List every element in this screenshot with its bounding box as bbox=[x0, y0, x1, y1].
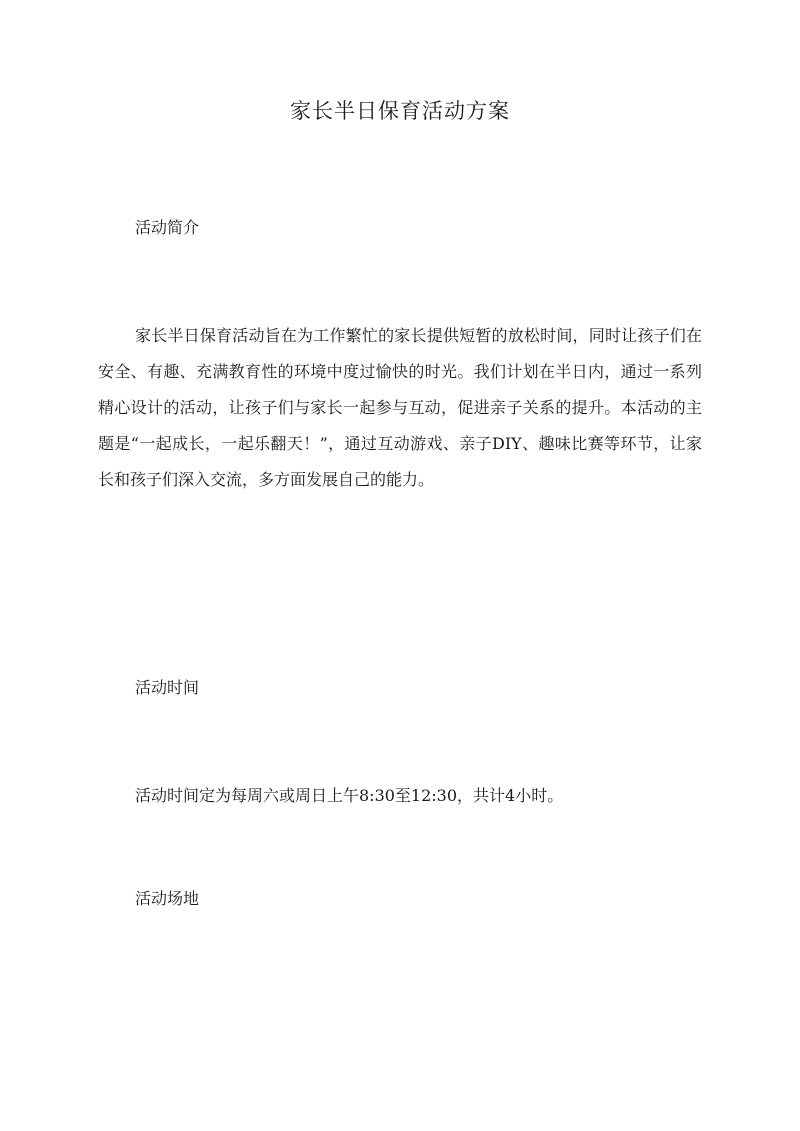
section-heading-intro: 活动简介 bbox=[135, 218, 200, 237]
section-body-intro: 家长半日保育活动旨在为工作繁忙的家长提供短暂的放松时间，同时让孩子们在安全、有趣、充满教育性的环境中度过愉快的时光。我们计划在半日内，通过一系列精心设计的活动，让孩子们与家长一起参与互动，促进亲子关系的提升。本活动的主题是“一起成长，一起乐翻天！”，通过互动游戏、亲子DIY、趣味比赛等环节，让家长和孩子们深入交流，多方面发展自己的能力。 bbox=[98, 326, 702, 489]
section-body-time: 活动时间定为每周六或周日上午8:30至12:30，共计4小时。 bbox=[135, 786, 564, 805]
document-title: 家长半日保育活动方案 bbox=[290, 99, 510, 123]
section-heading-time: 活动时间 bbox=[135, 678, 200, 697]
section-heading-venue: 活动场地 bbox=[135, 889, 200, 908]
